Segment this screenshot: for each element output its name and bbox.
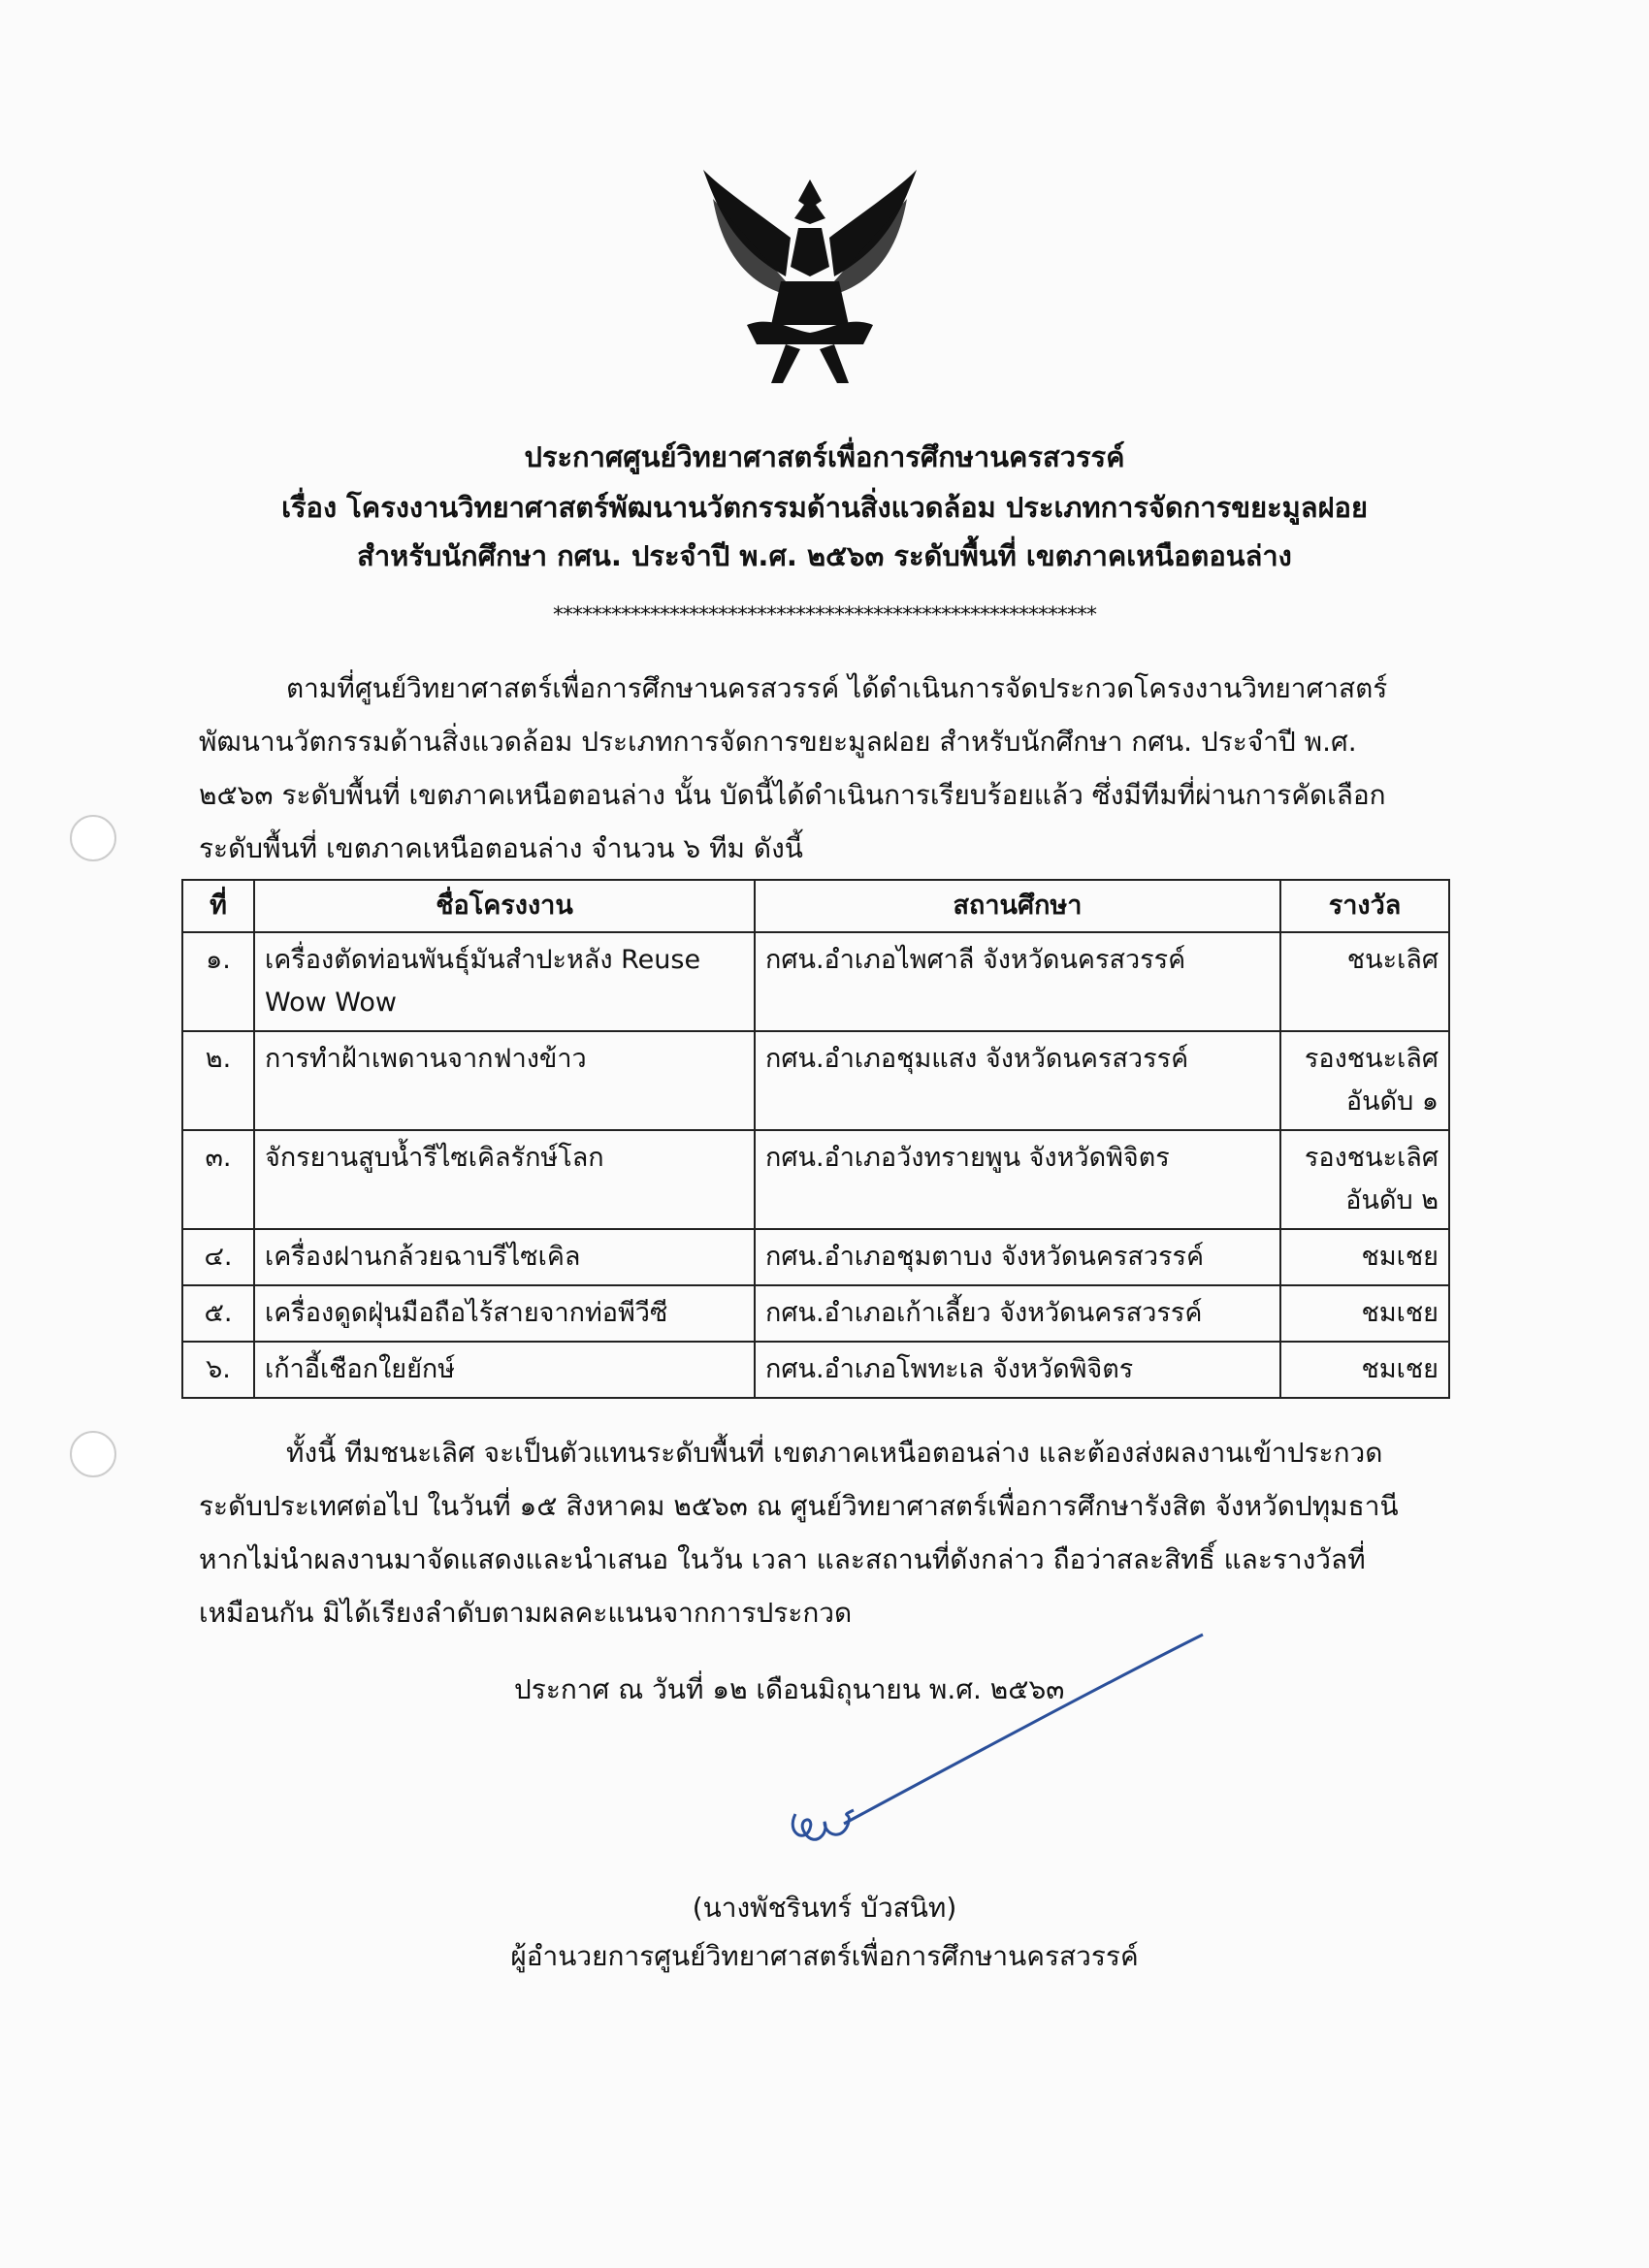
school-name: กศน.อำเภอชุมตาบง จังหวัดนครสวรรค์ (755, 1229, 1280, 1285)
announcement-title: ประกาศศูนย์วิทยาศาสตร์เพื่อการศึกษานครสวรรค์ (524, 440, 1125, 473)
separator: ******************************************************** (553, 603, 1096, 628)
award: ชนะเลิศ (1280, 932, 1449, 1031)
table-row (182, 1130, 1449, 1229)
school-name: กศน.อำเภอเก้าเลี้ยว จังหวัดนครสวรรค์ (755, 1285, 1280, 1342)
intro-line: พัฒนานวัตกรรมด้านสิ่งแวดล้อม ประเภทการจัดการขยะมูลฝอย สำหรับนักศึกษา กศน. ประจำปี พ.ศ. (199, 726, 1357, 758)
table-row (182, 1285, 1449, 1342)
school-name: กศน.อำเภอไพศาลี จังหวัดนครสวรรค์ (755, 932, 1280, 1031)
row-number: ๓. (182, 1130, 254, 1229)
award: รองชนะเลิศ อันดับ ๒ (1280, 1130, 1449, 1229)
header-school: สถานศึกษา (755, 880, 1280, 932)
punch-hole (70, 1431, 116, 1477)
results-table (181, 879, 1450, 1399)
school-name: กศน.อำเภอวังทรายพูน จังหวัดพิจิตร (755, 1130, 1280, 1229)
intro-line: ๒๕๖๓ ระดับพื้นที่ เขตภาคเหนือตอนล่าง นั้น บัดนี้ได้ดำเนินการเรียบร้อยแล้ว ซึ่งมีทีมที่ผ่านการคัดเลือก (199, 779, 1386, 811)
row-number: ๕. (182, 1285, 254, 1342)
intro-line: ตามที่ศูนย์วิทยาศาสตร์เพื่อการศึกษานครสวรรค์ ได้ดำเนินการจัดประกวดโครงงานวิทยาศาสตร์ (286, 672, 1388, 704)
intro-line: ระดับพื้นที่ เขตภาคเหนือตอนล่าง จำนวน ๖ ทีม ดังนี้ (199, 832, 803, 864)
row-number: ๖. (182, 1342, 254, 1398)
header-award: รางวัล (1280, 880, 1449, 932)
punch-hole (70, 815, 116, 861)
row-number: ๔. (182, 1229, 254, 1285)
project-name: เครื่องฝานกล้วยฉาบรีไซเคิล (254, 1229, 755, 1285)
award: ชมเชย (1280, 1229, 1449, 1285)
signatory-position: ผู้อำนวยการศูนย์วิทยาศาสตร์เพื่อการศึกษานครสวรรค์ (510, 1940, 1139, 1972)
project-name: เครื่องตัดท่อนพันธุ์มันสำปะหลัง Reuse Wow Wow (254, 932, 755, 1031)
table-row (182, 1342, 1449, 1398)
table-row (182, 1229, 1449, 1285)
award: ชมเชย (1280, 1285, 1449, 1342)
signature (776, 1630, 1222, 1882)
award: รองชนะเลิศ อันดับ ๑ (1280, 1031, 1449, 1130)
closing-line: ระดับประเทศต่อไป ในวันที่ ๑๕ สิงหาคม ๒๕๖๓ ณ ศูนย์วิทยาศาสตร์เพื่อการศึกษารังสิต จังหวัดปทุมธานี (199, 1490, 1399, 1522)
table-row (182, 1031, 1449, 1130)
school-name: กศน.อำเภอโพทะเล จังหวัดพิจิตร (755, 1342, 1280, 1398)
closing-paragraph (199, 1426, 1423, 1639)
row-number: ๒. (182, 1031, 254, 1130)
award: ชมเชย (1280, 1342, 1449, 1398)
closing-line: หากไม่นำผลงานมาจัดแสดงและนำเสนอ ในวัน เวลา และสถานที่ดังกล่าว ถือว่าสละสิทธิ์ และรางวัลที่ (199, 1543, 1366, 1575)
garuda-emblem (694, 170, 926, 388)
intro-paragraph (199, 662, 1423, 875)
header-no: ที่ (182, 880, 254, 932)
closing-line: เหมือนกัน มิได้เรียงลำดับตามผลคะแนนจากการประกวด (199, 1597, 853, 1629)
project-name: การทำฝ้าเพดานจากฟางข้าว (254, 1031, 755, 1130)
school-name: กศน.อำเภอชุมแสง จังหวัดนครสวรรค์ (755, 1031, 1280, 1130)
table-header-row (182, 880, 1449, 932)
header-project: ชื่อโครงงาน (254, 880, 755, 932)
row-number: ๑. (182, 932, 254, 1031)
signatory-name: (นางพัชรินทร์ บัวสนิท) (692, 1892, 957, 1924)
announcement-subject: เรื่อง โครงงานวิทยาศาสตร์พัฒนานวัตกรรมด้านสิ่งแวดล้อม ประเภทการจัดการขยะมูลฝอย (281, 491, 1368, 524)
announcement-date: ประกาศ ณ วันที่ ๑๒ เดือนมิถุนายน พ.ศ. ๒๕๖๓ (514, 1673, 1065, 1705)
project-name: เก้าอี้เชือกใยยักษ์ (254, 1342, 755, 1398)
closing-line: ทั้งนี้ ทีมชนะเลิศ จะเป็นตัวแทนระดับพื้นที่ เขตภาคเหนือตอนล่าง และต้องส่งผลงานเข้าประกวด (286, 1437, 1383, 1469)
table-row (182, 932, 1449, 1031)
project-name: เครื่องดูดฝุ่นมือถือไร้สายจากท่อพีวีซี (254, 1285, 755, 1342)
project-name: จักรยานสูบน้ำรีไซเคิลรักษ์โลก (254, 1130, 755, 1229)
announcement-scope: สำหรับนักศึกษา กศน. ประจำปี พ.ศ. ๒๕๖๓ ระดับพื้นที่ เขตภาคเหนือตอนล่าง (357, 539, 1292, 572)
